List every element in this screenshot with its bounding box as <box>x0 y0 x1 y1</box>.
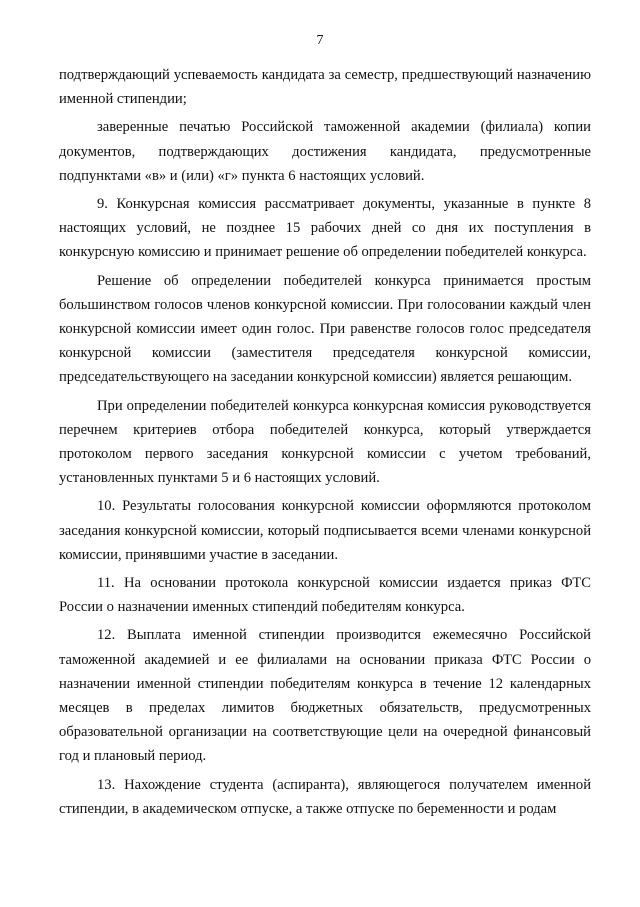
paragraph-clause-13: 13. Нахождение студента (аспиранта), являющегося получателем именной стипендии, в академическом отпуске, а также отпуске по беременности и родам <box>59 776 591 817</box>
paragraph-decision-majority: Решение об определении победителей конкурса принимается простым большинством голосов членов конкурсной комиссии. При голосовании каждый член конкурсной комиссии имеет один голос. При равенстве голосов голос председателя конкурсной комиссии (заместителя председателя конкурсной комиссии, председательствующего на заседании конкурсной комиссии) является решающим. <box>59 272 591 386</box>
paragraph-selection-criteria: При определении победителей конкурса конкурсная комиссия руководствуется перечнем критериев отбора победителей конкурса, который утверждается протоколом первого заседания конкурсной комиссии с учетом требований, установленных пунктами 5 и 6 настоящих условий. <box>59 397 591 487</box>
page-number: 7 <box>316 33 324 48</box>
paragraph-clause-12: 12. Выплата именной стипендии производится ежемесячно Российской таможенной академией и ее филиалами на основании приказа ФТС России о назначении именной стипендии победителям конкурса в течение 12 календарных месяцев в пределах лимитов бюджетных обязательств, предусмотренных образовательной организации на соответствующие цели на очередной финансовый год и плановый период. <box>59 627 591 765</box>
paragraph-clause-11: 11. На основании протокола конкурсной комиссии издается приказ ФТС России о назначении именных стипендий победителям конкурса. <box>59 575 591 616</box>
paragraph-clause-9: 9. Конкурсная комиссия рассматривает документы, указанные в пункте 8 настоящих условий, не позднее 15 рабочих дней со дня их поступления в конкурсную комиссию и принимает решение об определении победителей конкурса. <box>59 196 591 261</box>
paragraph-continuation: подтверждающий успеваемость кандидата за семестр, предшествующий назначению именной стипендии; <box>59 67 591 108</box>
paragraph-clause-10: 10. Результаты голосования конкурсной комиссии оформляются протоколом заседания конкурсной комиссии, который подписывается всеми членами конкурсной комиссии, принявшими участие в заседании. <box>59 498 591 563</box>
paragraph-certified-copies: заверенные печатью Российской таможенной академии (филиала) копии документов, подтверждающих достижения кандидата, предусмотренные подпунктами «в» и (или) «г» пункта 6 настоящих условий. <box>59 119 591 184</box>
document-body <box>59 63 591 825</box>
